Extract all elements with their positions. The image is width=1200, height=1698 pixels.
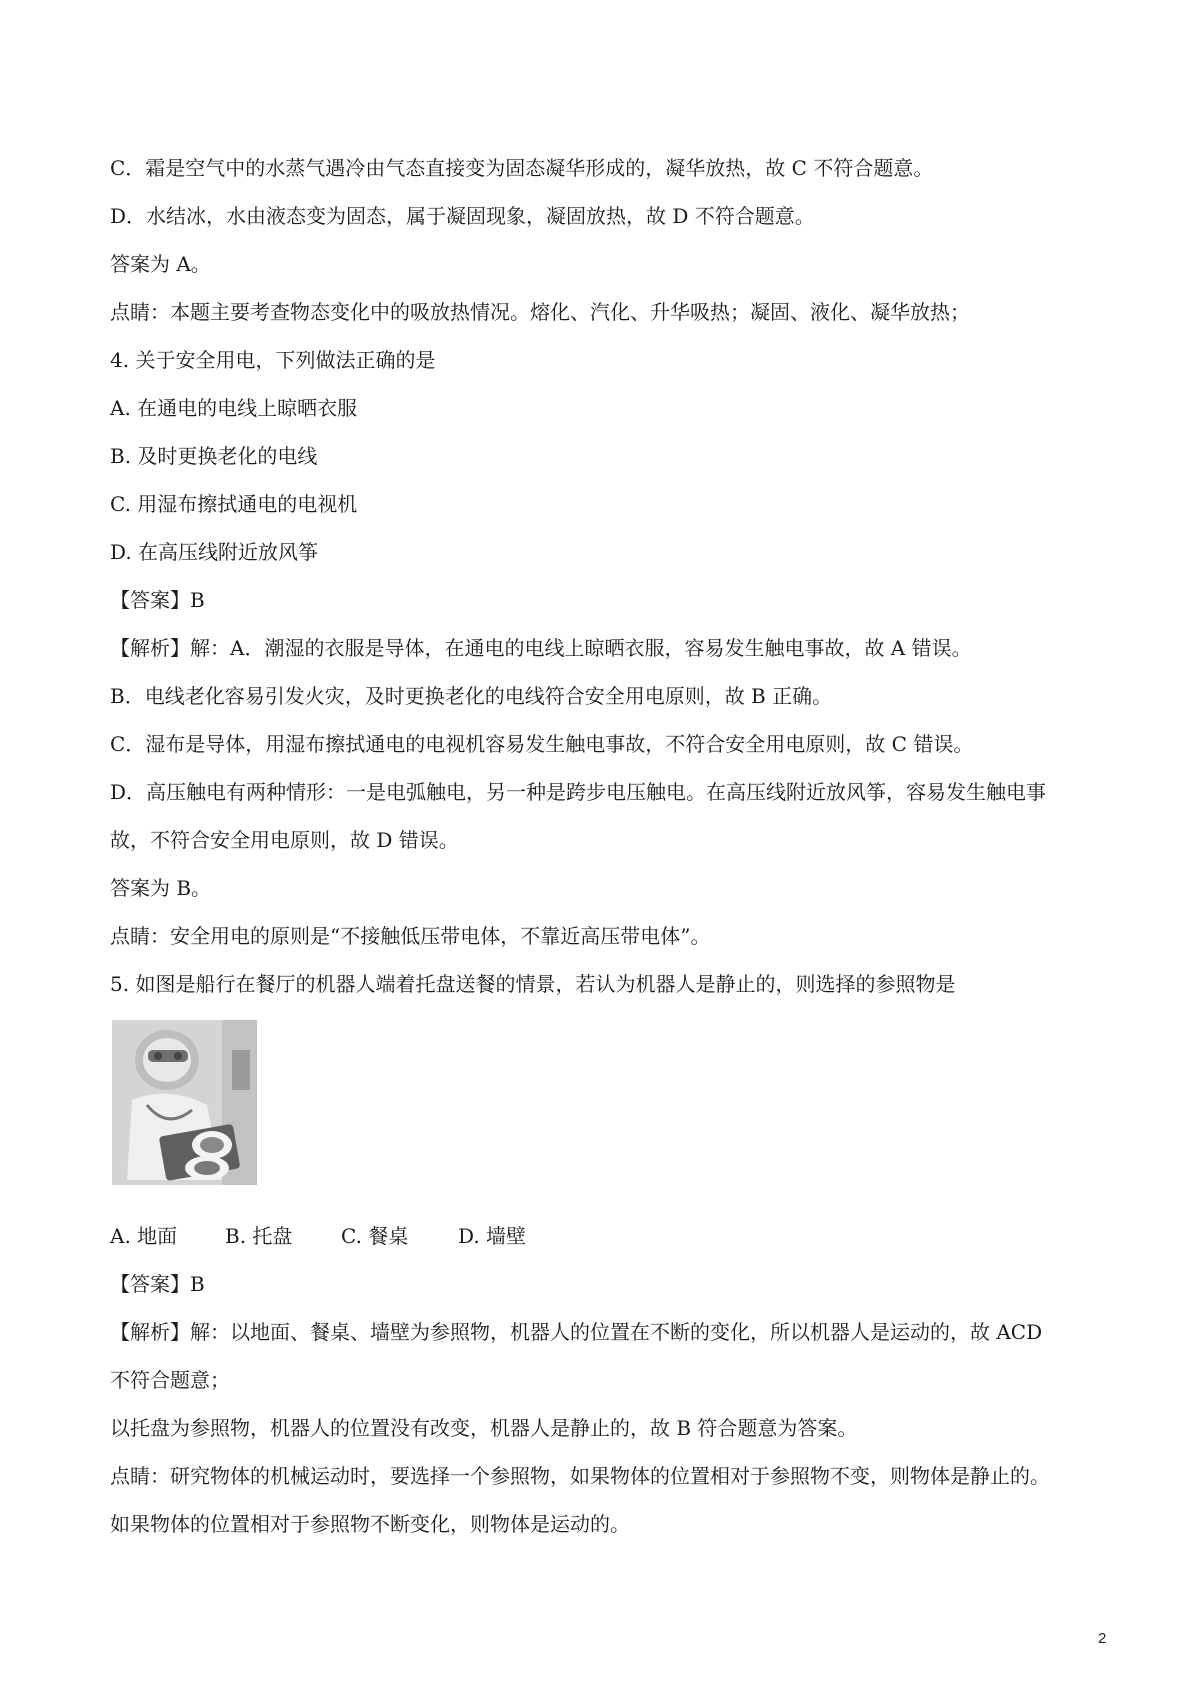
text-line: D．高压触电有两种情形：一是电弧触电，另一种是跨步电压触电。在高压线附近放风筝，容易发生触电事 bbox=[110, 780, 1047, 804]
robot-illustration bbox=[112, 1020, 257, 1185]
q5-option-c: C. 餐桌 bbox=[341, 1224, 409, 1248]
text-line: D．水结冰，水由液态变为固态，属于凝固现象，凝固放热，故 D 不符合题意。 bbox=[110, 204, 815, 228]
question-5-stem: 5. 如图是船行在餐厅的机器人端着托盘送餐的情景，若认为机器人是静止的，则选择的参照物是 bbox=[110, 972, 956, 996]
text-line: C．霜是空气中的水蒸气遇冷由气态直接变为固态凝华形成的，凝华放热，故 C 不符合题意。 bbox=[110, 156, 934, 180]
q4-tip: 点睛：安全用电的原则是“不接触低压带电体，不靠近高压带电体”。 bbox=[110, 924, 711, 948]
text-line: B．电线老化容易引发火灾，及时更换老化的电线符合安全用电原则，故 B 正确。 bbox=[110, 684, 833, 708]
q5-analysis: 【解析】解：以地面、餐桌、墙壁为参照物，机器人的位置在不断的变化，所以机器人是运动的，故 ACD bbox=[110, 1320, 1043, 1344]
q5-tip: 点睛：研究物体的机械运动时，要选择一个参照物，如果物体的位置相对于参照物不变，则物体是静止的。 bbox=[110, 1464, 1050, 1488]
page-number: 2 bbox=[1098, 1630, 1107, 1647]
text-line: 不符合题意； bbox=[110, 1368, 230, 1392]
q5-options bbox=[110, 1222, 526, 1250]
text-line: C．湿布是导体，用湿布擦拭通电的电视机容易发生触电事故，不符合安全用电原则，故 C 错误。 bbox=[110, 732, 974, 756]
text-line: 点睛：本题主要考查物态变化中的吸放热情况。熔化、汽化、升华吸热；凝固、液化、凝华放热； bbox=[110, 300, 970, 324]
q4-answer: 【答案】B bbox=[110, 588, 205, 612]
text-line: 故，不符合安全用电原则，故 D 错误。 bbox=[110, 828, 459, 852]
q4-option-b: B. 及时更换老化的电线 bbox=[110, 444, 318, 468]
q5-option-a: A. 地面 bbox=[110, 1224, 178, 1248]
q4-analysis: 【解析】解：A．潮湿的衣服是导体，在通电的电线上晾晒衣服，容易发生触电事故，故 A 错误。 bbox=[110, 636, 972, 660]
question-4-stem: 4. 关于安全用电，下列做法正确的是 bbox=[110, 348, 436, 372]
q4-option-c: C. 用湿布擦拭通电的电视机 bbox=[110, 492, 358, 516]
robot-figure-image bbox=[112, 1020, 257, 1185]
q5-option-d: D. 墙壁 bbox=[458, 1224, 527, 1248]
q4-option-a: A. 在通电的电线上晾晒衣服 bbox=[110, 396, 358, 420]
text-line: 答案为 B。 bbox=[110, 876, 212, 900]
text-line: 以托盘为参照物，机器人的位置没有改变，机器人是静止的，故 B 符合题意为答案。 bbox=[110, 1416, 858, 1440]
text-line: 如果物体的位置相对于参照物不断变化，则物体是运动的。 bbox=[110, 1512, 630, 1536]
text-line: 答案为 A。 bbox=[110, 252, 211, 276]
q4-option-d: D. 在高压线附近放风筝 bbox=[110, 540, 319, 564]
q5-answer: 【答案】B bbox=[110, 1272, 205, 1296]
q5-option-b: B. 托盘 bbox=[225, 1224, 293, 1248]
